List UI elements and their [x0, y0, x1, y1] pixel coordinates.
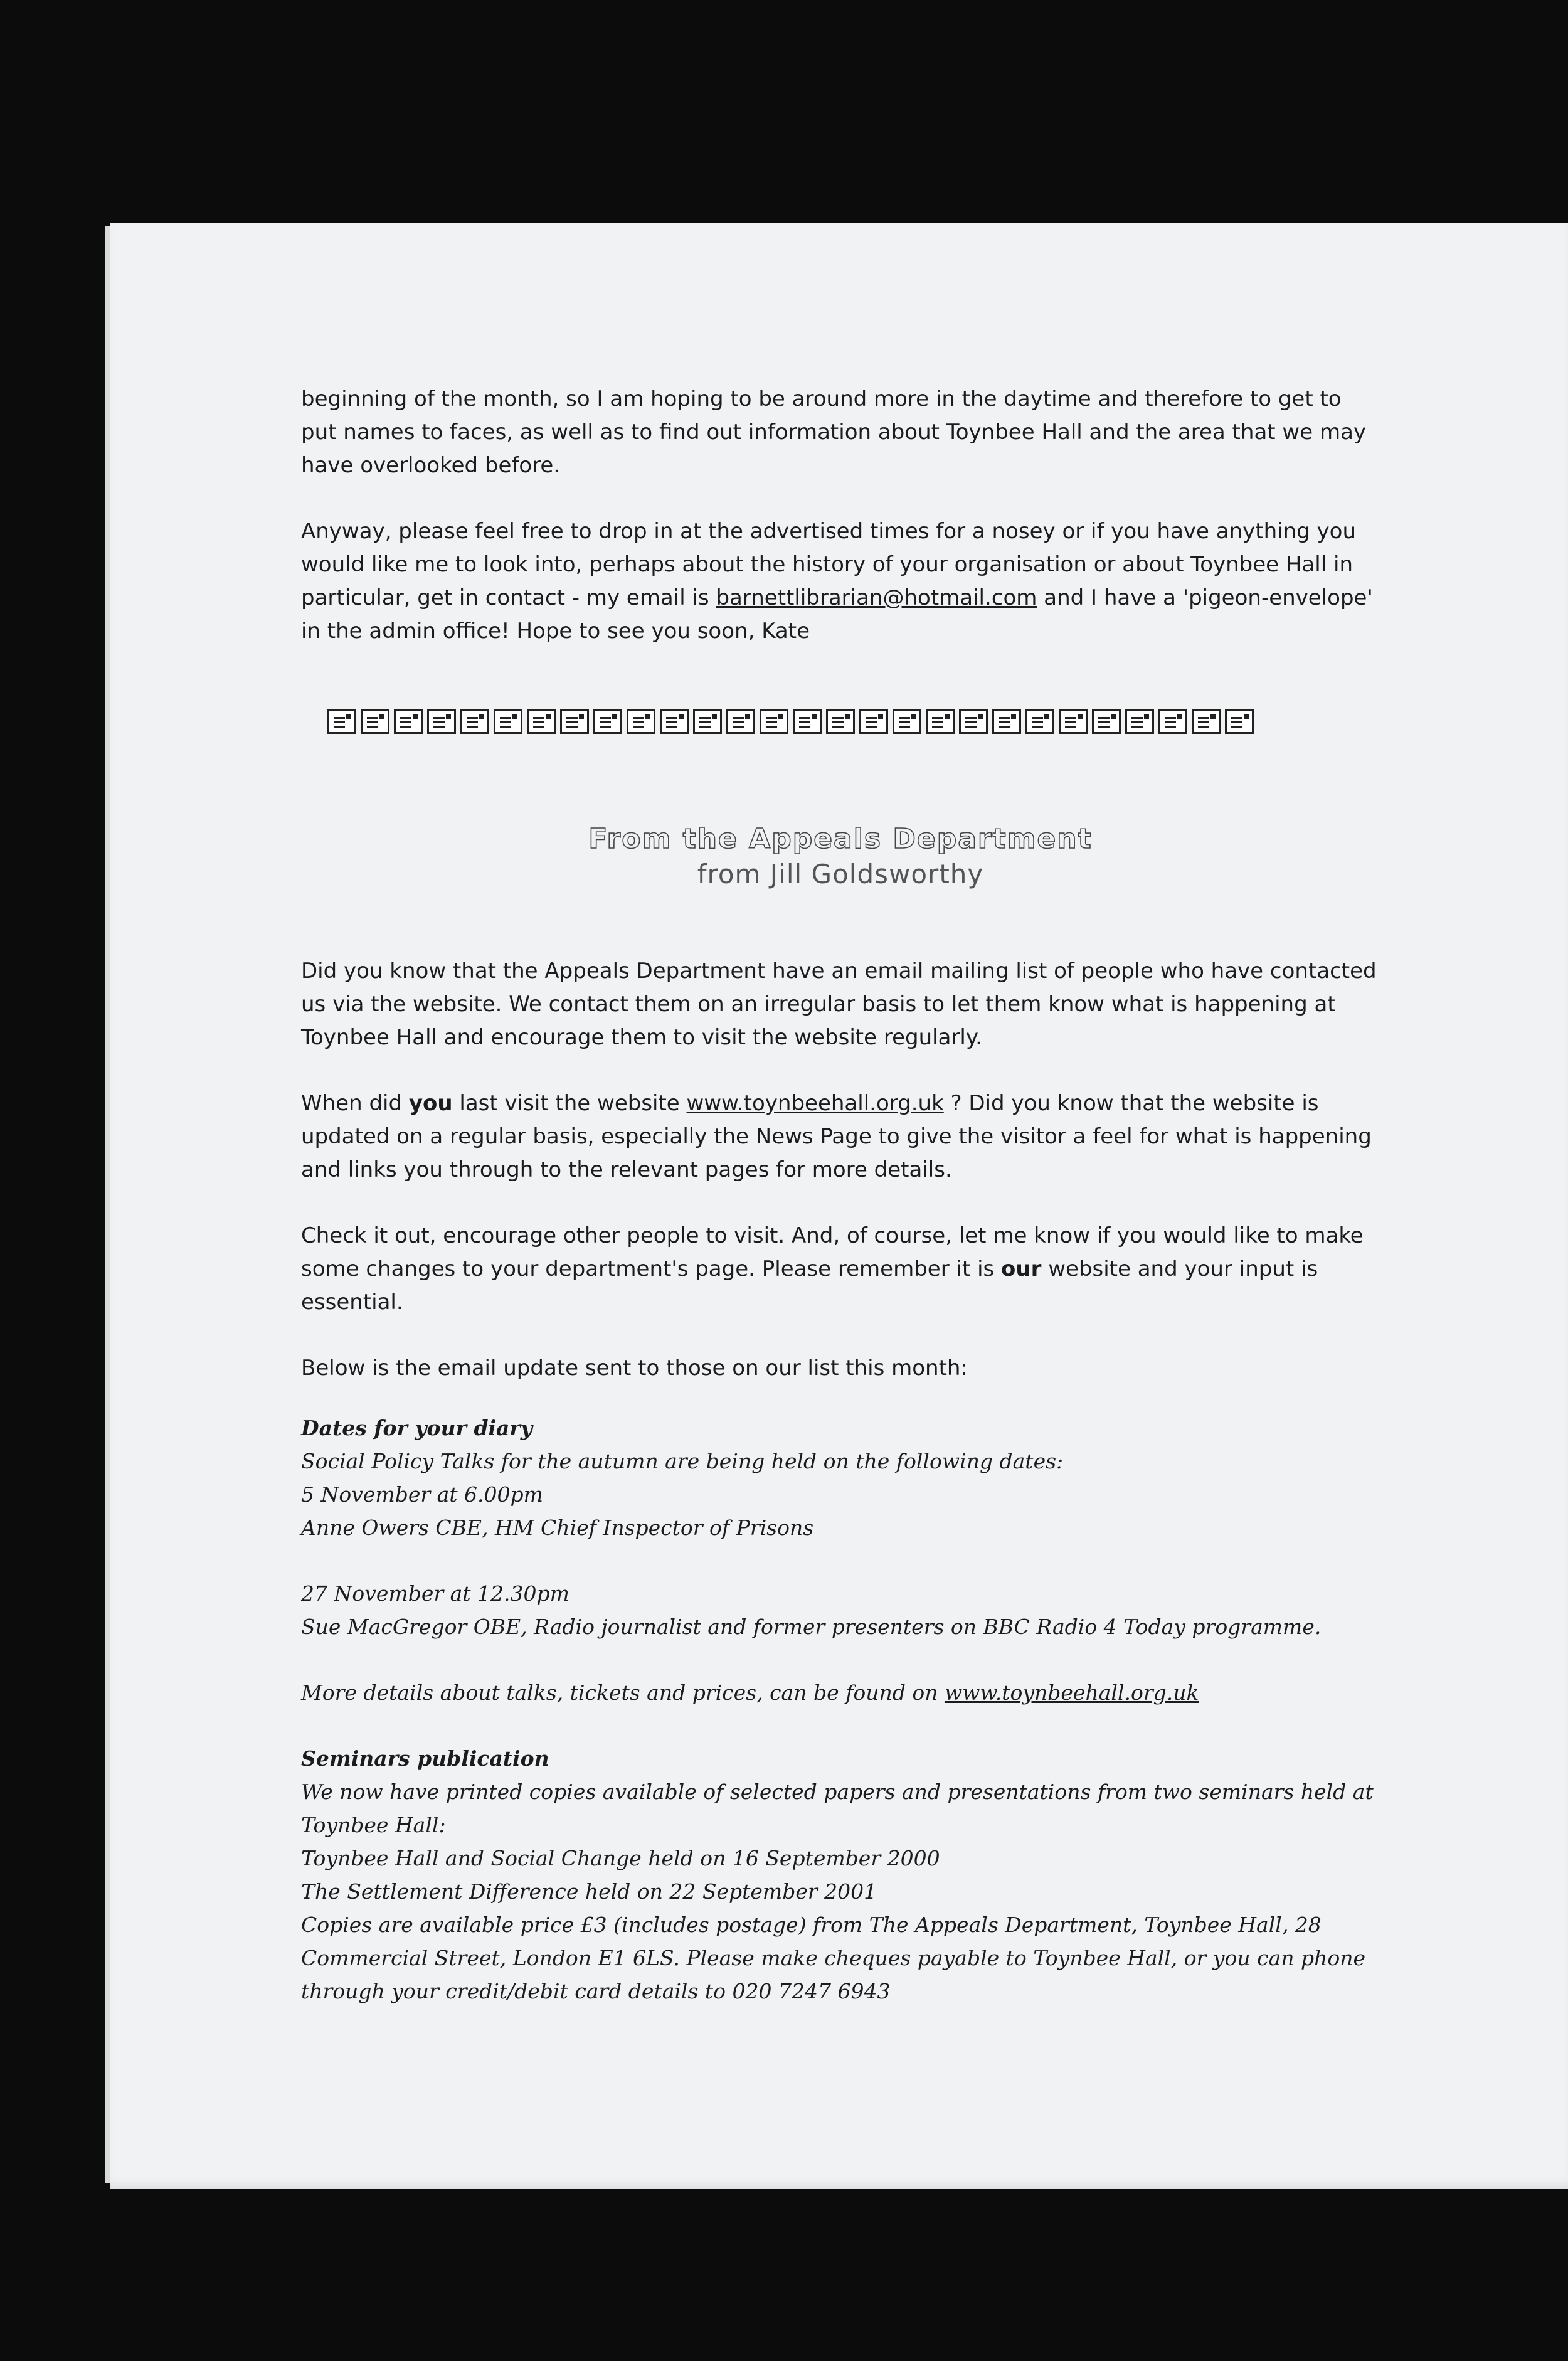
envelope-icon [959, 709, 988, 734]
envelope-icon [693, 709, 722, 734]
diary-more [301, 1676, 1380, 1709]
envelope-icon [793, 709, 822, 734]
body-paragraph-2-tail: ? Did you know that the website is updated on a regular basis, especially the News Page to give the visitor a feel for what is happening and links you through to the relevant pages for more details. [301, 1091, 1372, 1182]
envelope-icon [1158, 709, 1187, 734]
body-paragraph-2-text-2: last visit the website [452, 1091, 687, 1116]
envelope-icon [859, 709, 888, 734]
seminars-line: The Settlement Difference held on 22 September 2001 [301, 1879, 877, 1904]
envelope-divider [327, 709, 1254, 734]
body-paragraph-2 [301, 1087, 1380, 1187]
envelope-icon [593, 709, 622, 734]
envelope-icon [427, 709, 456, 734]
seminars-line: Copies are available price £3 (includes postage) from The Appeals Department, Toynbee Hall, 28 Commercial Street, London E1 6LS. Please make cheques payable to Toynbee Hall, or you can phone through your credit/debit card details to 020 7247 6943 [301, 1913, 1366, 2003]
seminars-line: Toynbee Hall and Social Change held on 16 September 2000 [301, 1846, 940, 1870]
body-paragraph-1: Did you know that the Appeals Department have an email mailing list of people who have contacted us via the website. We contact them on an irregular basis to let them know what is happening at Toynbee Hall and encourage them to visit the website regularly. [301, 958, 1377, 1050]
envelope-icon [560, 709, 589, 734]
diary-line: Anne Owers CBE, HM Chief Inspector of Prisons [301, 1515, 814, 1540]
envelope-icon [1025, 709, 1054, 734]
intro-paragraph-1: beginning of the month, so I am hoping to be around more in the daytime and therefore to get to put names to faces, as well as to find out information about Toynbee Hall and the area that we may have overlooked before. [301, 386, 1367, 478]
envelope-icon [760, 709, 788, 734]
diary-line: 5 November at 6.00pm [301, 1482, 543, 1507]
envelope-icon [992, 709, 1021, 734]
emphasis-our: our [1001, 1256, 1042, 1281]
envelope-icon [327, 709, 356, 734]
envelope-icon [460, 709, 489, 734]
envelope-icon [826, 709, 855, 734]
body-paragraph-4: Below is the email update sent to those on our list this month: [301, 1356, 968, 1381]
envelope-icon [627, 709, 655, 734]
section-heading [301, 822, 1380, 892]
intro-paragraph-2 [301, 515, 1380, 648]
envelope-icon [660, 709, 689, 734]
envelope-icon [1059, 709, 1088, 734]
intro-section [301, 383, 1380, 648]
intro-paragraph-2-tail: and I have a 'pigeon-envelope' in the admin office! Hope to see you soon, Kate [301, 585, 1373, 644]
diary-line: Sue MacGregor OBE, Radio journalist and former presenters on BBC Radio 4 Today programme. [301, 1615, 1322, 1639]
emphasis-you: you [408, 1091, 453, 1116]
envelope-icon [893, 709, 921, 734]
body-paragraph-3-tail: website and your input is essential. [301, 1256, 1318, 1315]
diary-line: Social Policy Talks for the autumn are being held on the following dates: [301, 1449, 1064, 1473]
seminars-line: We now have printed copies available of selected papers and presentations from two seminars held at Toynbee Hall: [301, 1780, 1374, 1837]
seminars-title: Seminars publication [301, 1746, 549, 1771]
envelope-icon [1125, 709, 1154, 734]
section-title: From the Appeals Department [588, 823, 1093, 855]
body-paragraph-3-text: Check it out, encourage other people to visit. And, of course, let me know if you would like to make some changes to your department's page. Please remember it is [301, 1223, 1364, 1281]
envelope-icon [926, 709, 955, 734]
diary-more-text: More details about talks, tickets and prices, can be found on [301, 1680, 945, 1705]
body-paragraph-2-text: When did [301, 1091, 409, 1116]
body-paragraph-3 [301, 1219, 1380, 1319]
diary-line: 27 November at 12.30pm [301, 1581, 569, 1606]
envelope-icon [1092, 709, 1121, 734]
envelope-icon [394, 709, 423, 734]
appeals-body [301, 955, 1380, 1385]
envelope-icon [527, 709, 556, 734]
website-link[interactable]: www.toynbeehall.org.uk [686, 1091, 944, 1116]
envelope-icon [726, 709, 755, 734]
envelope-icon [361, 709, 389, 734]
diary-title: Dates for your diary [301, 1416, 532, 1440]
diary-website-link[interactable]: www.toynbeehall.org.uk [944, 1680, 1199, 1705]
envelope-icon [494, 709, 522, 734]
envelope-icon [1225, 709, 1254, 734]
email-update [301, 1411, 1380, 2008]
intro-paragraph-2-text: Anyway, please feel free to drop in at the advertised times for a nosey or if you have anything you would like me to look into, perhaps about the history of your organisation or about Toynbee Hall in particular, get in contact - my email is [301, 519, 1357, 610]
email-link[interactable]: barnettlibrarian@hotmail.com [716, 585, 1037, 610]
envelope-icon [1192, 709, 1221, 734]
section-byline: from Jill Goldsworthy [697, 859, 984, 889]
